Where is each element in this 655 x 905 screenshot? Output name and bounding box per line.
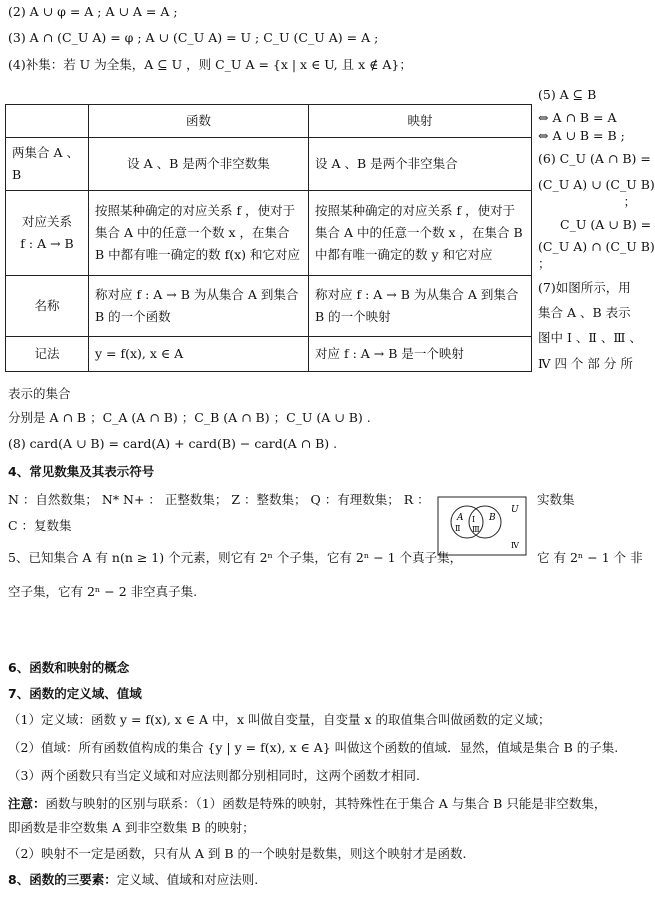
paragraph-5-cont: 空子集，它有 2ⁿ − 2 非空真子集. [8,584,198,599]
side-line: ⇔ A ∩ B = A [538,110,617,126]
side-line: (C_U A) ∪ (C_U B) [538,176,655,192]
section-heading-8 [8,872,258,887]
table-cell: 按照某种确定的对应关系 f ，使对于集合 A 中的任意一个数 x ，在集合 B 中都有唯一确定的数 f(x) 和它对应 [89,190,309,275]
venn-label-u: U [511,505,519,515]
property-4-complement: (4)补集：若 U 为全集，A ⊆ U ，则 C_U A = {x | x ∈ U, 且 x ∉ A}； [8,57,412,72]
table-row [6,190,532,275]
table-row [6,138,532,191]
side-line: ； [538,256,551,272]
paragraph-5: 5、已知集合 A 有 n(n ≥ 1) 个元素，则它有 2ⁿ 个子集，它有 2ⁿ − 1 个真子集， [8,550,463,565]
section-heading-6: 6、函数和映射的概念 [8,660,130,675]
side-line: (6) C_U (A ∩ B) = [538,151,651,167]
table-header-cell [6,105,89,138]
table-cell: 称对应 f : A → B 为从集合 A 到集合 B 的一个函数 [89,275,309,336]
side-line: 集合 A 、B 表示 [538,305,631,321]
heading-8-label: 8、函数的三要素： [8,872,117,887]
side-line: (7)如图所示，用 [538,279,631,295]
table-cell: y = f(x), x ∈ A [89,336,309,371]
table-row [6,336,532,371]
table-cell: 设 A 、B 是两个非空集合 [309,138,532,191]
function-mapping-table [5,104,532,372]
side-line: 图中 Ⅰ 、Ⅱ 、Ⅲ 、 [538,330,642,346]
table-cell: 两集合 A 、B [6,138,89,191]
venn-label-1: Ⅰ [472,515,476,524]
table-cell: 对应关系 f : A → B [6,190,89,275]
venn-label-b: B [489,513,496,523]
side-line: Ⅳ 四 个 部 分 所 [538,355,633,371]
section-heading-7: 7、函数的定义域、值域 [8,686,142,701]
side-line: (5) A ⊆ B [538,87,597,102]
venn-label-2: Ⅱ [455,524,461,533]
paragraph-5-tail: 它 有 2ⁿ − 1 个 非 [537,550,643,565]
note-label: 注意： [8,796,46,811]
table-cell: 按照某种确定的对应关系 f ，使对于集合 A 中的任意一个数 x ，在集合 B 中都有唯一确定的数 y 和它对应 [309,190,532,275]
paragraph: （2）映射不一定是函数，只有从 A 到 B 的一个映射是数集，则这个映射才是函数. [8,846,467,861]
number-sets-complex: C ：复数集 [8,518,72,533]
side-line: ； [623,194,636,210]
paragraph: （2）值域：所有函数值构成的集合 {y | y = f(x), x ∈ A} 叫做这个函数的值域．显然，值域是集合 B 的子集. [8,740,619,755]
paragraph: 即函数是非空数集 A 到非空数集 B 的映射； [8,820,255,835]
side-column [538,86,655,372]
paragraph: （3）两个函数只有当定义域和对应法则都分别相同时，这两个函数才相同. [8,768,420,783]
note-line [8,796,606,811]
property-3: (3) A ∩ (C_U A) = φ ; A ∪ (C_U A) = U ; C_U (C_U A) = A ; [8,30,379,45]
venn-label-4: Ⅳ [511,541,519,550]
property-2: (2) A ∪ φ = A ; A ∪ A = A ; [8,4,178,19]
table-row [6,275,532,336]
table-cell: 记法 [6,336,89,371]
paragraph: （1）定义域：函数 y = f(x), x ∈ A 中，x 叫做自变量，自变量 x 的取值集合叫做函数的定义域； [8,712,551,727]
paragraph: 表示的集合 [8,386,71,401]
venn-diagram [437,496,527,556]
side-line: (C_U A) ∩ (C_U B) [538,238,655,254]
side-line: C_U (A ∪ B) = [560,217,652,233]
table-cell: 称对应 f : A → B 为从集合 A 到集合 B 的一个映射 [309,275,532,336]
note-text: 函数与映射的区别与联系：（1）函数是特殊的映射，其特殊性在于集合 A 与集合 B 只能是非空数集， [45,796,607,811]
heading-8-text: 定义域、值域和对应法则. [116,872,259,887]
table-header-cell: 函数 [89,105,309,138]
table-cell: 设 A 、B 是两个非空数集 [89,138,309,191]
paragraph: 分别是 A ∩ B ；C_A (A ∩ B) ；C_B (A ∩ B) ；C_U (A ∪ B) . [8,410,371,425]
number-sets-real: 实数集 [537,492,575,507]
section-heading-4: 4、常见数集及其表示符号 [8,464,155,479]
formula-card: (8) card(A ∪ B) = card(A) + card(B) − card(A ∩ B) . [8,436,338,451]
venn-label-3: Ⅲ [472,525,480,534]
venn-label-a: A [457,513,464,523]
side-line: ⇔ A ∪ B = B ; [538,127,625,143]
table-cell: 对应 f : A → B 是一个映射 [309,336,532,371]
table-header-row [6,105,532,138]
table-cell: 名称 [6,275,89,336]
number-sets-line: N ：自然数集； N* N+ ： 正整数集； Z ：整数集； Q ：有理数集； R ： [8,492,430,507]
table-header-cell: 映射 [309,105,532,138]
